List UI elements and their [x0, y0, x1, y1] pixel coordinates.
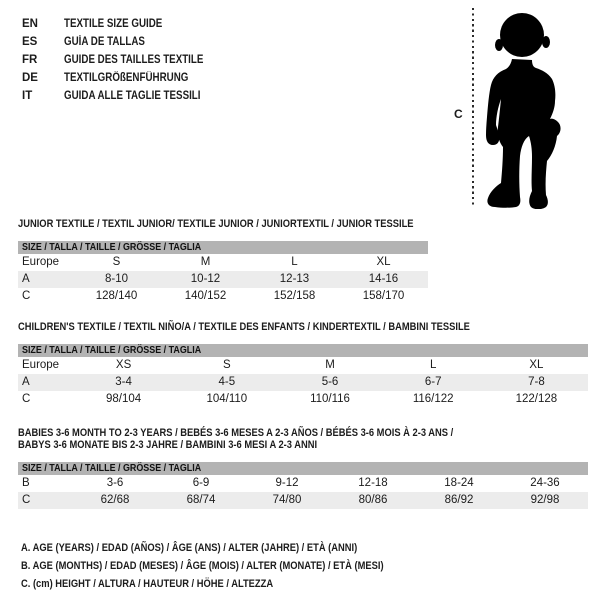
table-row	[18, 374, 588, 391]
row-label: A	[22, 273, 30, 285]
language-row	[22, 69, 228, 87]
table-title: BABIES 3-6 MONTH TO 2-3 YEARS / BEBÉS 3-6 MESES A 2-3 AÑOS / BÉBÉS 3-6 MOIS À 2-3 ANS /	[18, 427, 454, 439]
footnote-line: C. (cm) HEIGHT / ALTURA / HAUTEUR / HÖHE / ALTEZZA	[21, 578, 274, 590]
language-list	[22, 15, 228, 105]
language-code: EN	[22, 18, 38, 30]
size-cell: M	[200, 256, 211, 268]
size-cell: 3-6	[106, 477, 124, 489]
language-code: IT	[22, 90, 33, 102]
size-cell: XL	[376, 256, 391, 268]
table-title: JUNIOR TEXTILE / TEXTIL JUNIOR/ TEXTILE JUNIOR / JUNIORTEXTIL / JUNIOR TESSILE	[18, 218, 414, 230]
size-cell: 10-12	[190, 273, 221, 285]
language-label: GUÍA DE TALLAS	[64, 36, 145, 48]
size-cell: 9-12	[275, 477, 299, 489]
toddler-silhouette-icon	[486, 9, 572, 209]
size-cell: 152/158	[273, 290, 316, 302]
size-cell: L	[430, 359, 437, 371]
language-label: GUIDA ALLE TAGLIE TESSILI	[64, 90, 201, 102]
language-code: DE	[22, 72, 38, 84]
size-header-bar	[18, 462, 588, 475]
size-cell: L	[291, 256, 298, 268]
size-cell: XS	[115, 359, 132, 371]
size-cell: 80/86	[358, 494, 388, 506]
size-table	[18, 218, 428, 305]
size-header-bar	[18, 344, 588, 357]
footnote-line: A. AGE (YEARS) / EDAD (AÑOS) / ÂGE (ANS) / ALTER (JAHRE) / ETÀ (ANNI)	[21, 542, 358, 554]
size-cell: 74/80	[272, 494, 302, 506]
table-row	[18, 271, 428, 288]
size-cell: 6-7	[424, 376, 442, 388]
size-cell: S	[112, 256, 121, 268]
size-cell: 6-9	[192, 477, 210, 489]
size-cell: 5-6	[321, 376, 339, 388]
height-dotted-line	[472, 8, 474, 207]
size-cell: 140/152	[184, 290, 227, 302]
table-row	[18, 288, 428, 305]
size-cell: 14-16	[368, 273, 399, 285]
size-cell: 7-8	[528, 376, 545, 388]
size-cell: 8-10	[104, 273, 129, 285]
size-header-label: SIZE / TALLA / TAILLE / GRÖSSE / TAGLIA	[22, 344, 202, 356]
size-cell: 62/68	[100, 494, 130, 506]
language-label: TEXTILGRÖßENFÜHRUNG	[64, 72, 189, 84]
size-cell: M	[325, 359, 335, 371]
size-cell: 116/122	[412, 393, 454, 405]
size-cell: XL	[529, 359, 544, 371]
table-title: CHILDREN'S TEXTILE / TEXTIL NIÑO/A / TEXTILE DES ENFANTS / KINDERTEXTIL / BAMBINI TESSILE	[18, 321, 470, 333]
size-table	[18, 321, 588, 408]
row-label: B	[22, 477, 30, 489]
size-cell: 98/104	[106, 393, 142, 405]
language-code: FR	[22, 54, 38, 66]
row-label: Europe	[22, 256, 60, 268]
language-row	[22, 15, 228, 33]
table-row	[18, 357, 588, 374]
size-cell: 4-5	[218, 376, 236, 388]
footnotes	[21, 538, 600, 592]
size-cell: 92/98	[530, 494, 560, 506]
size-cell: 158/170	[362, 290, 405, 302]
size-header-label: SIZE / TALLA / TAILLE / GRÖSSE / TAGLIA	[22, 462, 202, 474]
size-cell: 104/110	[206, 393, 248, 405]
language-row	[22, 33, 228, 51]
size-cell: 24-36	[530, 477, 560, 489]
language-row	[22, 51, 228, 69]
size-cell: 3-4	[115, 376, 132, 388]
size-cell: 18-24	[444, 477, 474, 489]
row-label: C	[22, 290, 31, 302]
table-row	[18, 475, 588, 492]
size-cell: 12-13	[279, 273, 310, 285]
size-cell: 128/140	[95, 290, 138, 302]
row-label: Europe	[22, 359, 60, 371]
size-cell: 110/116	[310, 393, 350, 405]
height-label: C	[454, 107, 463, 121]
size-header-label: SIZE / TALLA / TAILLE / GRÖSSE / TAGLIA	[22, 241, 202, 253]
table-row	[18, 254, 428, 271]
language-label: GUIDE DES TAILLES TEXTILE	[64, 54, 204, 66]
language-row	[22, 87, 228, 105]
size-header-bar	[18, 241, 428, 254]
size-table	[18, 427, 588, 509]
table-row	[18, 492, 588, 509]
table-row	[18, 391, 588, 408]
size-cell: S	[222, 359, 231, 371]
table-title: BABYS 3-6 MONATE BIS 2-3 JAHRE / BAMBINI 3-6 MESI A 2-3 ANNI	[18, 439, 318, 451]
size-cell: 122/128	[515, 393, 558, 405]
language-code: ES	[22, 36, 38, 48]
size-cell: 68/74	[186, 494, 216, 506]
size-cell: 12-18	[358, 477, 388, 489]
row-label: C	[22, 393, 31, 405]
language-label: TEXTILE SIZE GUIDE	[64, 18, 163, 30]
footnote-line: B. AGE (MONTHS) / EDAD (MESES) / ÂGE (MOIS) / ALTER (MONATE) / ETÀ (MESI)	[21, 560, 384, 572]
row-label: C	[22, 494, 31, 506]
row-label: A	[22, 376, 30, 388]
size-cell: 86/92	[444, 494, 474, 506]
